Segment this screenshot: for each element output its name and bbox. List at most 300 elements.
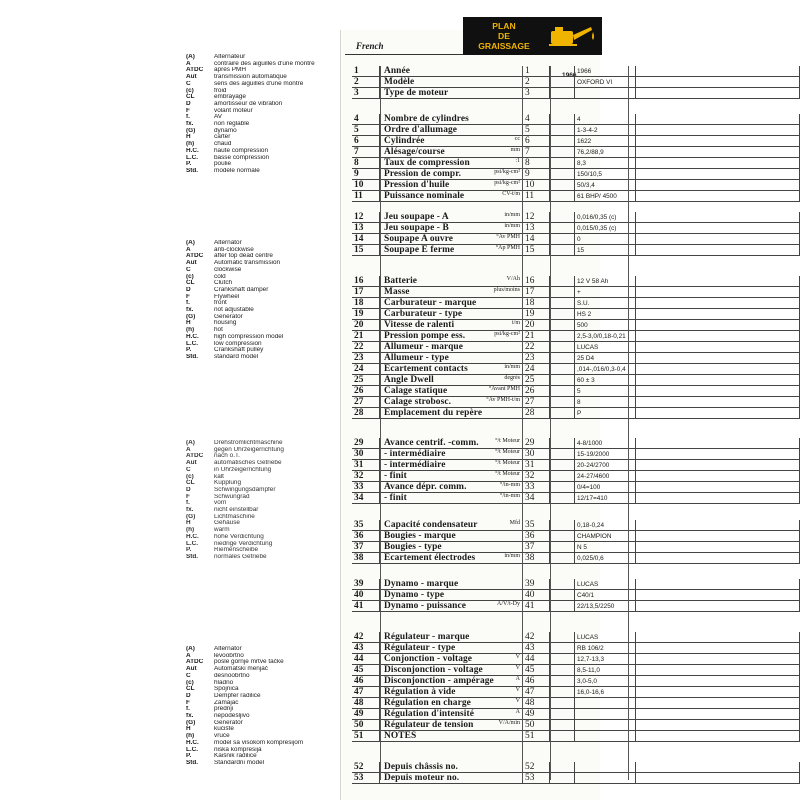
legend-description: prednji xyxy=(214,706,234,713)
empty-cell xyxy=(636,309,800,319)
row-number-repeat: 3 xyxy=(522,88,550,98)
legend-description: Riemenscheibe xyxy=(214,547,259,554)
legend-abbreviation: (c) xyxy=(186,273,194,280)
empty-cell xyxy=(550,408,574,418)
legend-abbreviation: f. xyxy=(186,300,190,307)
empty-cell xyxy=(636,375,800,385)
row-number: 2 xyxy=(352,77,380,87)
row-label: Calage strobosc. xyxy=(384,397,452,407)
value-column-header: 1966 xyxy=(562,72,577,79)
row-number: 4 xyxy=(352,114,380,124)
legend-description: nepodešljivo xyxy=(214,713,250,720)
row-number: 8 xyxy=(352,158,380,168)
empty-cell xyxy=(550,353,574,363)
row-number-repeat: 47 xyxy=(522,687,550,697)
legend-abbreviation: Std. xyxy=(186,167,199,174)
row-number: 21 xyxy=(352,331,380,341)
empty-cell xyxy=(636,654,800,664)
unit-label: psi/kg-cm² xyxy=(494,180,520,186)
unit-label: °/t Moteur xyxy=(495,471,520,477)
legend-entry xyxy=(186,347,351,354)
legend-abbreviation: P. xyxy=(186,753,192,760)
row-number-repeat: 13 xyxy=(522,223,550,233)
empty-cell xyxy=(636,191,800,201)
legend-abbreviation: L.C. xyxy=(186,540,199,547)
spec-row xyxy=(352,731,800,742)
legend-description: posle gornje mrtve tačke xyxy=(214,659,284,666)
unit-label: V xyxy=(515,654,520,660)
legend-description: levoobrtno xyxy=(214,652,244,659)
legend-abbreviation: H xyxy=(186,134,191,141)
unit-label: A xyxy=(515,709,520,715)
empty-cell xyxy=(550,773,574,783)
legend-english xyxy=(186,240,351,361)
legend-abbreviation: F xyxy=(186,293,190,300)
legend-description: vruće xyxy=(214,733,230,740)
row-value: 0,016/0,35 (c) xyxy=(574,212,636,222)
row-label: Régulateur - type xyxy=(384,643,456,653)
legend-description: nach o.T. xyxy=(214,453,240,460)
empty-cell xyxy=(636,180,800,190)
legend-description: front xyxy=(214,300,227,307)
empty-cell xyxy=(636,223,800,233)
row-number-repeat: 10 xyxy=(522,180,550,190)
row-label: Cylindrée xyxy=(384,136,425,146)
spec-row xyxy=(352,471,800,482)
row-value: 5 xyxy=(574,386,636,396)
legend-description: housing xyxy=(214,320,237,327)
legend-description: Flywheel xyxy=(214,293,240,300)
row-label: Calage statique xyxy=(384,386,448,396)
row-number: 47 xyxy=(352,687,380,697)
row-number-repeat: 37 xyxy=(522,542,550,552)
row-number: 20 xyxy=(352,320,380,330)
row-number: 42 xyxy=(352,632,380,642)
empty-cell xyxy=(550,520,574,530)
row-number-repeat: 31 xyxy=(522,460,550,470)
empty-cell xyxy=(636,762,800,772)
row-number: 52 xyxy=(352,762,380,772)
row-number-repeat: 24 xyxy=(522,364,550,374)
legend-entry xyxy=(186,341,351,348)
row-label: Carburateur - type xyxy=(384,309,463,319)
unit-label: psi/kg-cm² xyxy=(494,331,520,337)
row-value: 22/13,5/2250 xyxy=(574,601,636,611)
row-label: Dynamo - marque xyxy=(384,579,459,589)
row-label: Capacité condensateur xyxy=(384,520,478,530)
legend-abbreviation: fx. xyxy=(186,713,194,720)
legend-description: Dempfer radilice xyxy=(214,692,261,699)
row-number-repeat: 6 xyxy=(522,136,550,146)
legend-entry xyxy=(186,726,351,733)
empty-cell xyxy=(550,191,574,201)
legend-abbreviation: F xyxy=(186,493,190,500)
unit-label: degrés xyxy=(504,375,520,381)
unit-label: in/mm xyxy=(504,364,520,370)
legend-abbreviation: f. xyxy=(186,500,190,507)
spec-row xyxy=(352,493,800,504)
legend-description: desnoobrtno xyxy=(214,672,250,679)
row-value: LUCAS xyxy=(574,579,636,589)
empty-cell xyxy=(550,169,574,179)
row-number-repeat: 9 xyxy=(522,169,550,179)
legend-entry xyxy=(186,155,351,162)
empty-cell xyxy=(550,245,574,255)
legend-description: Spojnica xyxy=(214,686,239,693)
legend-entry xyxy=(186,81,351,88)
row-number: 39 xyxy=(352,579,380,589)
row-number-repeat: 45 xyxy=(522,665,550,675)
legend-abbreviation: Std. xyxy=(186,553,199,560)
legend-entry xyxy=(186,693,351,700)
legend-abbreviation: (h) xyxy=(186,733,195,740)
row-number-repeat: 14 xyxy=(522,234,550,244)
empty-cell xyxy=(636,386,800,396)
legend-entry xyxy=(186,474,351,481)
row-value: CHAMPION xyxy=(574,531,636,541)
row-value: + xyxy=(574,287,636,297)
row-number-repeat: 20 xyxy=(522,320,550,330)
legend-entry xyxy=(186,88,351,95)
spec-row xyxy=(352,298,800,309)
row-number-repeat: 32 xyxy=(522,471,550,481)
legend-abbreviation: H.C. xyxy=(186,533,199,540)
spec-row xyxy=(352,482,800,493)
legend-abbreviation: (c) xyxy=(186,473,194,480)
unit-label: °/t Moteur xyxy=(495,460,520,466)
row-number: 7 xyxy=(352,147,380,157)
empty-cell xyxy=(636,643,800,653)
legend-abbreviation: F xyxy=(186,107,190,114)
row-number-repeat: 38 xyxy=(522,553,550,563)
row-label: Régulateur de tension xyxy=(384,720,474,730)
row-number: 37 xyxy=(352,542,380,552)
spec-row xyxy=(352,375,800,386)
row-label: NOTES xyxy=(384,731,417,741)
legend-entry xyxy=(186,514,351,521)
row-value xyxy=(574,773,636,783)
row-value: 20-24/2700 xyxy=(574,460,636,470)
legend-entry xyxy=(186,554,351,561)
empty-cell xyxy=(550,632,574,642)
spec-row xyxy=(352,223,800,234)
row-number: 12 xyxy=(352,212,380,222)
empty-cell xyxy=(550,482,574,492)
row-value: P xyxy=(574,408,636,418)
legend-entry xyxy=(186,713,351,720)
empty-cell xyxy=(636,493,800,503)
row-number-repeat: 21 xyxy=(522,331,550,341)
legend-abbreviation: L.C. xyxy=(186,154,199,161)
row-number-repeat: 51 xyxy=(522,731,550,741)
legend-abbreviation: CL xyxy=(186,94,195,101)
spec-row xyxy=(352,147,800,158)
row-number: 13 xyxy=(352,223,380,233)
empty-cell xyxy=(550,709,574,719)
empty-cell xyxy=(636,449,800,459)
legend-entry xyxy=(186,54,351,61)
legend-description: Alternator xyxy=(214,240,242,246)
empty-cell xyxy=(636,320,800,330)
empty-cell xyxy=(636,520,800,530)
empty-cell xyxy=(636,158,800,168)
legend-description: Automatski menjač xyxy=(214,666,268,673)
legend-abbreviation: (c) xyxy=(186,87,194,94)
legend-abbreviation: (A) xyxy=(186,54,195,60)
row-number-repeat: 2 xyxy=(522,77,550,87)
row-label: Alésage/course xyxy=(384,147,445,157)
empty-cell xyxy=(636,287,800,297)
legend-entry xyxy=(186,467,351,474)
row-number-repeat: 48 xyxy=(522,698,550,708)
legend-abbreviation: (A) xyxy=(186,440,195,446)
legend-entry xyxy=(186,653,351,660)
row-number: 18 xyxy=(352,298,380,308)
empty-cell xyxy=(636,353,800,363)
legend-entry xyxy=(186,67,351,74)
legend-entry xyxy=(186,460,351,467)
legend-entry xyxy=(186,760,351,767)
empty-cell xyxy=(636,590,800,600)
row-label: - finit xyxy=(384,471,407,481)
legend-abbreviation: ATDC xyxy=(186,67,204,74)
legend-abbreviation: (G) xyxy=(186,513,196,520)
legend-abbreviation: D xyxy=(186,692,191,699)
empty-cell xyxy=(636,342,800,352)
row-number: 17 xyxy=(352,287,380,297)
logo-line-2: DE xyxy=(498,31,510,41)
legend-entry xyxy=(186,447,351,454)
empty-cell xyxy=(550,136,574,146)
legend-entry xyxy=(186,101,351,108)
empty-cell xyxy=(550,720,574,730)
empty-cell xyxy=(550,234,574,244)
legend-abbreviation: (A) xyxy=(186,240,195,246)
row-value: 60 ± 3 xyxy=(574,375,636,385)
empty-cell xyxy=(550,364,574,374)
legend-abbreviation: CL xyxy=(186,280,195,287)
row-label: Avance dépr. comm. xyxy=(384,482,467,492)
empty-cell xyxy=(550,309,574,319)
row-label: Disconjonction - ampérage xyxy=(384,676,494,686)
legend-description: normales Getriebe xyxy=(214,553,267,560)
legend-entry xyxy=(186,168,351,175)
empty-cell xyxy=(636,632,800,642)
legend-entry xyxy=(186,161,351,168)
row-value: N 5 xyxy=(574,542,636,552)
empty-cell xyxy=(636,665,800,675)
row-number: 16 xyxy=(352,276,380,286)
row-label: Bougies - marque xyxy=(384,531,456,541)
empty-cell xyxy=(550,276,574,286)
row-number: 22 xyxy=(352,342,380,352)
legend-abbreviation: CL xyxy=(186,686,195,693)
row-number: 35 xyxy=(352,520,380,530)
unit-label: V xyxy=(515,665,520,671)
unit-label: °Av PMH-t/m xyxy=(486,397,520,403)
row-number-repeat: 41 xyxy=(522,601,550,611)
spec-row xyxy=(352,449,800,460)
spec-row xyxy=(352,88,800,99)
legend-abbreviation: P. xyxy=(186,347,192,354)
empty-cell xyxy=(636,482,800,492)
row-number-repeat: 52 xyxy=(522,762,550,772)
legend-abbreviation: ATDC xyxy=(186,253,204,260)
unit-label: V xyxy=(515,698,520,704)
row-number-repeat: 1 xyxy=(522,66,550,76)
legend-entry xyxy=(186,327,351,334)
row-value: 1-3-4-2 xyxy=(574,125,636,135)
row-number: 27 xyxy=(352,397,380,407)
spec-row xyxy=(352,364,800,375)
legend-description: basse compression xyxy=(214,154,270,161)
column-divider xyxy=(550,66,551,780)
legend-description: après PMH xyxy=(214,67,246,74)
empty-cell xyxy=(550,298,574,308)
row-value xyxy=(574,731,636,741)
legend-entry xyxy=(186,720,351,727)
empty-cell xyxy=(636,88,800,98)
legend-abbreviation: Std. xyxy=(186,759,199,766)
legend-entry xyxy=(186,354,351,361)
empty-cell xyxy=(636,773,800,783)
spec-row xyxy=(352,114,800,125)
row-number: 34 xyxy=(352,493,380,503)
row-number: 51 xyxy=(352,731,380,741)
row-label: - intermédiaire xyxy=(384,449,446,459)
legend-description: modèle normale xyxy=(214,167,260,174)
row-number: 38 xyxy=(352,553,380,563)
legend-description: kućište xyxy=(214,726,234,733)
row-number: 10 xyxy=(352,180,380,190)
row-label: Angle Dwell xyxy=(384,375,434,385)
spec-row xyxy=(352,136,800,147)
legend-entry xyxy=(186,134,351,141)
empty-cell xyxy=(550,553,574,563)
row-number: 50 xyxy=(352,720,380,730)
empty-cell xyxy=(550,460,574,470)
legend-description: Schwingungsdämpfer xyxy=(214,486,276,493)
row-label: Allumeur - marque xyxy=(384,342,463,352)
row-number: 43 xyxy=(352,643,380,653)
legend-description: cold xyxy=(214,273,226,280)
legend-description: embrayage xyxy=(214,94,246,101)
row-value: 76,2/88,9 xyxy=(574,147,636,157)
empty-cell xyxy=(550,579,574,589)
unit-label: °/in-mm xyxy=(499,493,520,499)
empty-cell xyxy=(550,687,574,697)
row-number: 5 xyxy=(352,125,380,135)
unit-label: °/in-mm xyxy=(499,482,520,488)
spec-row xyxy=(352,579,800,590)
legend-entry xyxy=(186,94,351,101)
legend-abbreviation: ATDC xyxy=(186,453,204,460)
column-divider xyxy=(628,66,629,780)
empty-cell xyxy=(550,287,574,297)
empty-cell xyxy=(550,542,574,552)
legend-entry xyxy=(186,680,351,687)
row-value: 16,0-16,6 xyxy=(574,687,636,697)
row-number: 45 xyxy=(352,665,380,675)
empty-cell xyxy=(636,438,800,448)
empty-cell xyxy=(550,676,574,686)
legend-entry xyxy=(186,686,351,693)
legend-entry xyxy=(186,541,351,548)
spec-row xyxy=(352,687,800,698)
row-label: Modèle xyxy=(384,77,415,87)
legend-description: warm xyxy=(214,527,230,534)
empty-cell xyxy=(550,397,574,407)
legend-entry xyxy=(186,280,351,287)
unit-label: °Av PMH xyxy=(496,234,520,240)
empty-cell xyxy=(550,77,574,87)
row-label: Bougies - type xyxy=(384,542,442,552)
row-number-repeat: 42 xyxy=(522,632,550,642)
row-number-repeat: 43 xyxy=(522,643,550,653)
legend-abbreviation: C xyxy=(186,80,191,87)
row-number: 3 xyxy=(352,88,380,98)
legend-abbreviation: Aut xyxy=(186,260,197,267)
row-value: HS 2 xyxy=(574,309,636,319)
legend-description: froid xyxy=(214,87,227,94)
spec-row xyxy=(352,331,800,342)
row-label: Batterie xyxy=(384,276,418,286)
legend-description: nicht einstellbar xyxy=(214,507,259,514)
row-number-repeat: 18 xyxy=(522,298,550,308)
row-label: Masse xyxy=(384,287,410,297)
spec-row xyxy=(352,191,800,202)
row-value: C40/1 xyxy=(574,590,636,600)
row-number-repeat: 36 xyxy=(522,531,550,541)
empty-cell xyxy=(636,298,800,308)
spec-row xyxy=(352,245,800,256)
legend-entry xyxy=(186,534,351,541)
legend-entry xyxy=(186,733,351,740)
legend-abbreviation: f. xyxy=(186,706,190,713)
row-number-repeat: 5 xyxy=(522,125,550,135)
row-label: Disconjonction - voltage xyxy=(384,665,483,675)
row-number-repeat: 27 xyxy=(522,397,550,407)
row-label: Régulation d'intensité xyxy=(384,709,474,719)
unit-label: psi/kg-cm² xyxy=(494,169,520,175)
row-label: Nombre de cylindres xyxy=(384,114,469,124)
legend-entry xyxy=(186,74,351,81)
row-label: Depuis moteur no. xyxy=(384,773,460,783)
empty-cell xyxy=(550,643,574,653)
empty-cell xyxy=(550,125,574,135)
empty-cell xyxy=(550,158,574,168)
row-number: 19 xyxy=(352,309,380,319)
legend-abbreviation: H xyxy=(186,320,191,327)
legend-description: kalt xyxy=(214,473,224,480)
legend-abbreviation: fx. xyxy=(186,121,194,128)
spec-row xyxy=(352,309,800,320)
legend-entry xyxy=(186,294,351,301)
row-value: 4 xyxy=(574,114,636,124)
unit-label: °/t Moteur xyxy=(495,449,520,455)
legend-entry xyxy=(186,114,351,121)
row-value: 25 D4 xyxy=(574,353,636,363)
unit-label: Mfd xyxy=(509,520,520,526)
unit-label: in/mm xyxy=(504,212,520,218)
spec-row xyxy=(352,762,800,773)
empty-cell xyxy=(550,114,574,124)
row-label: Avance centrif. -comm. xyxy=(384,438,479,448)
unit-label: in/mm xyxy=(504,553,520,559)
row-number-repeat: 33 xyxy=(522,482,550,492)
spec-row xyxy=(352,234,800,245)
legend-entry xyxy=(186,247,351,254)
